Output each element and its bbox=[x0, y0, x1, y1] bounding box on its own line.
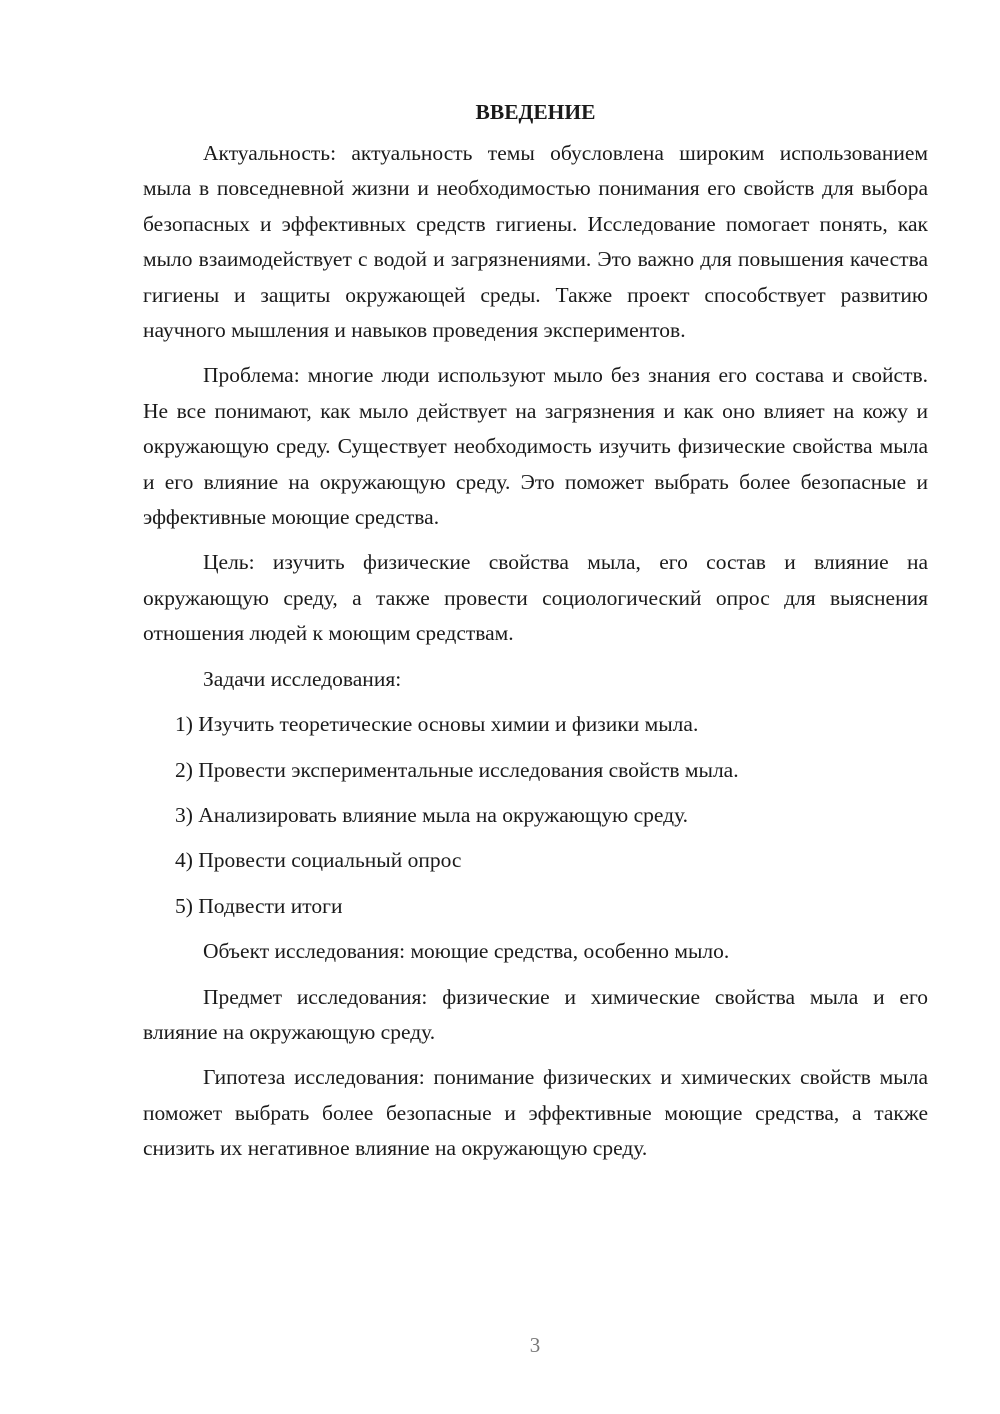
page-number: 3 bbox=[529, 1333, 541, 1357]
tasks-list bbox=[143, 707, 928, 924]
goal-paragraph: Цель: изучить физические свойства мыла, его состав и влияние на окружающую среду, а также провести социологический опрос для выяснения отношения людей к моющим средствам. bbox=[143, 550, 928, 646]
list-item: 2) Провести экспериментальные исследования свойств мыла. bbox=[175, 757, 739, 782]
list-item: 1) Изучить теоретические основы химии и физики мыла. bbox=[175, 712, 699, 737]
hypothesis-paragraph: Гипотеза исследования: понимание физических и химических свойств мыла поможет выбрать более безопасные и эффективные моющие средства, а также снизить их негативное влияние на окружающую среду. bbox=[143, 1065, 928, 1161]
document-page bbox=[143, 97, 928, 1177]
list-item: 3) Анализировать влияние мыла на окружающую среду. bbox=[175, 802, 689, 827]
object-paragraph: Объект исследования: моющие средства, особенно мыло. bbox=[203, 939, 730, 964]
relevance-paragraph: Актуальность: актуальность темы обусловлена широким использованием мыла в повседневной жизни и необходимостью понимания его свойств для выбора безопасных и эффективных средств гигиены. Исследование помогает понять, как мыло взаимодействует с водой и загрязнениями. Это важно для повышения качества гигиены и защиты окружающей среды. Также проект способствует развитию научного мышления и навыков проведения экспериментов. bbox=[143, 141, 928, 343]
page-title: ВВЕДЕНИЕ bbox=[475, 100, 596, 124]
tasks-title: Задачи исследования: bbox=[203, 666, 402, 691]
list-item: 5) Подвести итоги bbox=[175, 893, 343, 918]
list-item: 4) Провести социальный опрос bbox=[175, 848, 462, 873]
subject-paragraph: Предмет исследования: физические и химические свойства мыла и его влияние на окружающую среду. bbox=[143, 984, 928, 1044]
problem-paragraph: Проблема: многие люди используют мыло без знания его состава и свойств. Не все понимают, как мыло действует на загрязнения и как оно влияет на кожу и окружающую среду. Существует необходимость изучить физические свойства мыла и его влияние на окружающую среду. Это поможет выбрать более безопасные и эффективные моющие средства. bbox=[143, 363, 928, 530]
